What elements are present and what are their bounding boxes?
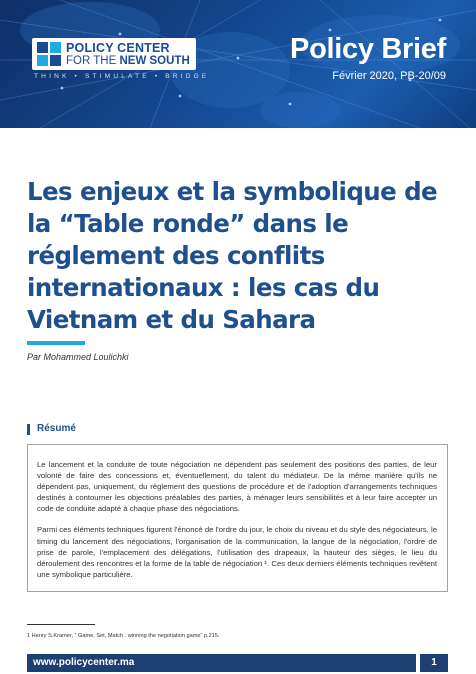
summary-paragraph-1: Le lancement et la conduite de toute négociation ne dépendent pas seulement des positions des parties, de leur volonté de faire des concessions et, éventuellement, du talent du médiateur. De la même manière qu'ils ne dépendent pas, uniquement, du règlement des questions de procédure et de l'adoption d'arrangements techniques destinés à contourner les objections préalables des parties, à ménager leurs sensibilités et à leur faire accepter un code de conduite adapté à chaque phase des négociations. <box>37 460 437 514</box>
footer <box>27 654 448 672</box>
logo-text-line1: POLICY CENTER <box>66 41 170 55</box>
summary-paragraph-2: Parmi ces éléments techniques figurent l'énoncé de l'ordre du jour, le choix du niveau et du style des négociateurs, le timing du lancement des négociations, l'organisation de la communication, la langue de la négociation, l'ordre de prise de parole, l'emplacement des délégations, l'utilisation des drapeaux, la hauteur des sièges, le lieu du déroulement des rencontres et la forme de la table de négociation ¹. Ces deux derniers éléments techniques revêtent une symbolique particulière. <box>37 525 437 579</box>
logo-text-new-south: NEW SOUTH <box>119 55 190 67</box>
author-byline: Par Mohammed Loulichki <box>27 352 129 362</box>
summary-box <box>27 444 448 592</box>
logo <box>32 38 196 70</box>
brief-type-title: Policy Brief <box>290 33 446 65</box>
footnote-divider <box>27 624 95 625</box>
header-banner <box>0 0 476 128</box>
footer-bar <box>27 654 416 672</box>
section-marker <box>27 424 30 435</box>
page-number: 1 <box>431 657 437 668</box>
logo-text-for-the: FOR THE <box>66 55 120 67</box>
page-number-box <box>420 654 448 672</box>
logo-mark-icon <box>37 42 61 66</box>
document-title: Les enjeux et la symbolique de la “Table ronde” dans le réglement des conflits internationaux : les cas du Vietnam et du Sahara <box>27 177 438 334</box>
brief-date-reference: Février 2020, PB-20/09 <box>332 70 446 82</box>
tagline: THINK • STIMULATE • BRIDGE <box>34 73 210 80</box>
footer-website-link[interactable]: www.policycenter.ma <box>33 657 135 668</box>
logo-text-line2 <box>66 55 190 67</box>
footnote: 1 Henry S.Kramer, “ Game, Set, Match : winning the negotiation game” p.215. <box>27 633 220 639</box>
title-accent-rule <box>27 341 85 345</box>
section-title-resume: Résumé <box>37 423 76 434</box>
